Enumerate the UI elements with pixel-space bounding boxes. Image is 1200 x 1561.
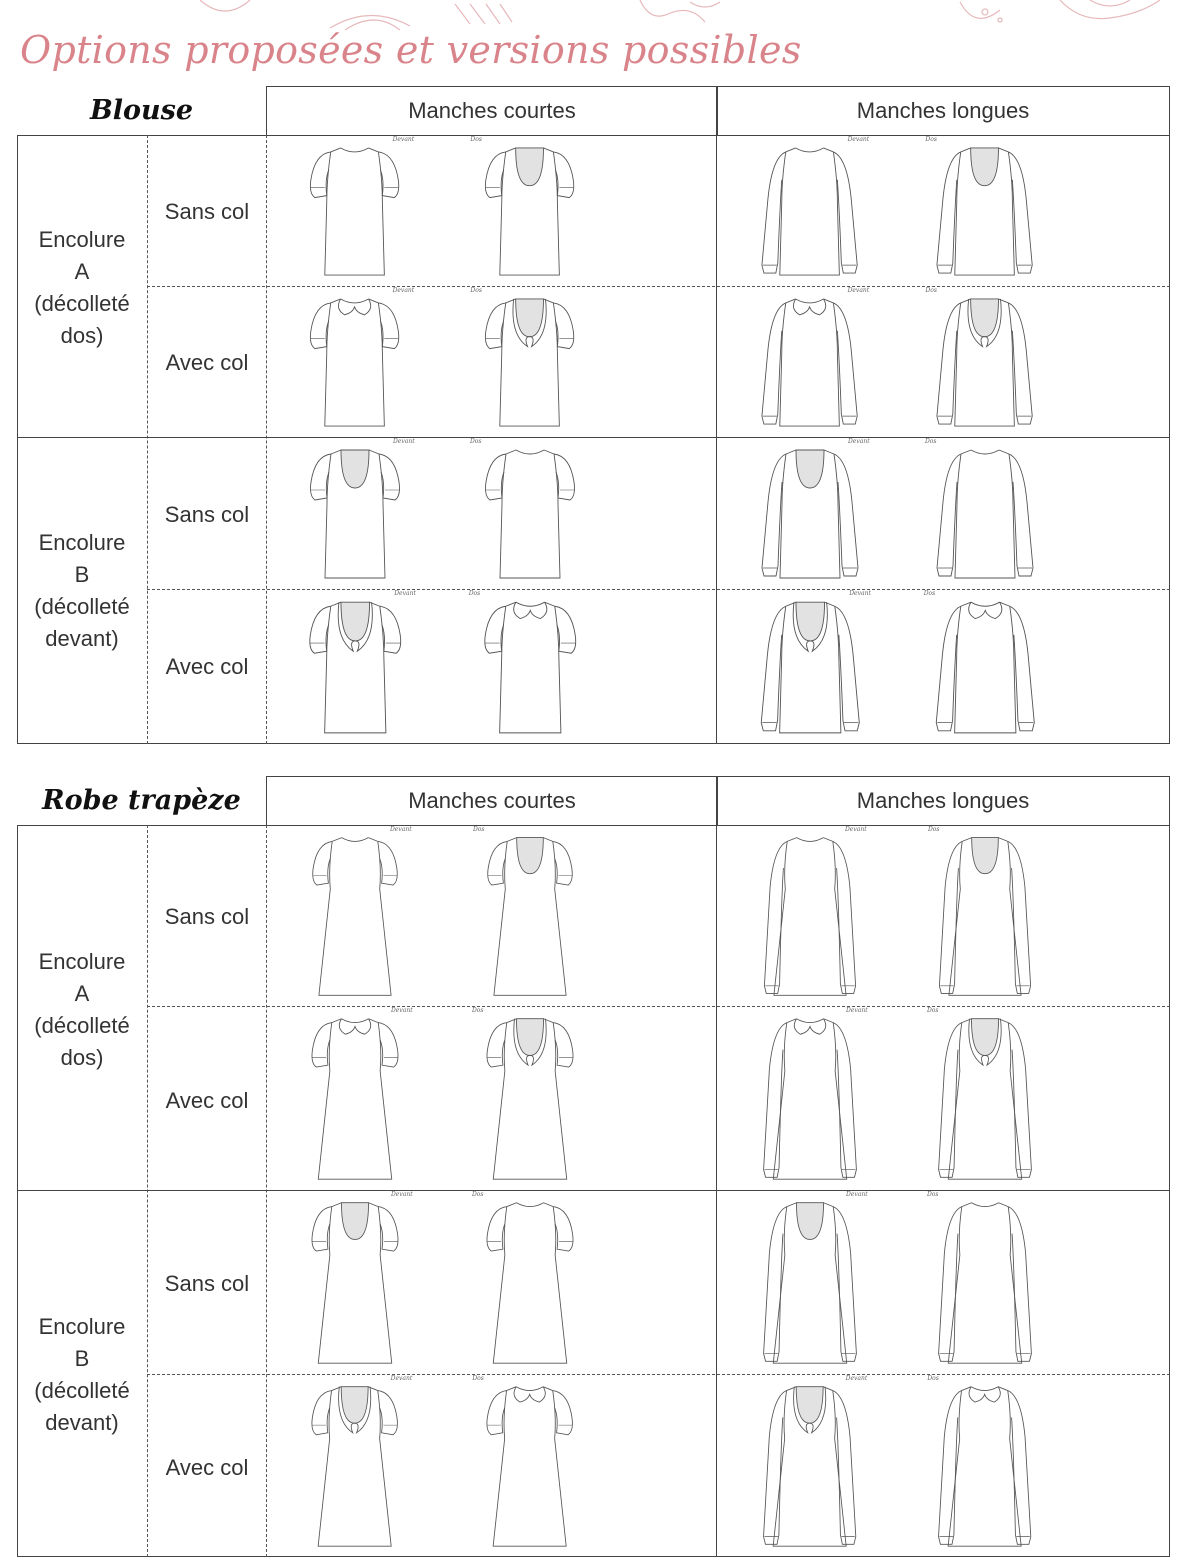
- sketch-tag: Devant: [846, 1191, 868, 1198]
- option-collar-label: Avec col: [165, 1088, 249, 1113]
- divider: [716, 825, 717, 1557]
- front-sketch-icon: [753, 826, 867, 1001]
- divider: [716, 135, 717, 744]
- option-no-collar-label: Sans col: [164, 502, 250, 527]
- sketch-tag: Dos: [470, 438, 482, 445]
- sketch-tag: Devant: [390, 826, 412, 833]
- sketch-tag: Devant: [390, 1375, 413, 1382]
- divider: [266, 825, 267, 1557]
- front-sketch-icon: [750, 438, 870, 584]
- neckline-a-label: Encolure A (décolleté dos): [34, 227, 130, 348]
- header-long-sleeves: Manches longues: [716, 86, 1170, 136]
- back-sketch-icon: [470, 287, 589, 432]
- back-sketch-icon: [472, 1191, 588, 1369]
- divider: [147, 1374, 1170, 1375]
- back-sketch-icon: [470, 438, 590, 584]
- back-sketch-icon: [470, 136, 589, 281]
- front-sketch-icon: [298, 826, 412, 1001]
- back-sketch-icon: [928, 826, 1042, 1001]
- front-sketch-icon: [295, 287, 415, 432]
- sketch-tag: Devant: [846, 1007, 868, 1014]
- divider: [17, 437, 1170, 438]
- back-sketch-icon: [473, 826, 587, 1001]
- divider: [147, 825, 148, 1557]
- sketch-tag: Dos: [470, 136, 482, 143]
- sketch-tag: Devant: [848, 438, 870, 445]
- page-title: Options proposées et versions possibles: [20, 28, 802, 72]
- front-sketch-icon: [295, 438, 415, 584]
- sketch-tag: Dos: [472, 1375, 484, 1382]
- sketch-tag: Dos: [470, 287, 482, 294]
- header-short-sleeves: Manches courtes: [266, 86, 718, 136]
- front-sketch-icon: [297, 1375, 413, 1552]
- sketch-tag: Dos: [927, 1375, 939, 1382]
- sketch-tag: Devant: [392, 287, 415, 294]
- blouse-title: Blouse: [89, 95, 194, 126]
- divider: [147, 589, 1170, 590]
- front-sketch-icon: [750, 136, 870, 281]
- sketch-tag: Dos: [468, 590, 481, 597]
- front-sketch-icon: [297, 1191, 413, 1369]
- sketch-tag: Devant: [849, 590, 871, 597]
- sketch-tag: Dos: [927, 1007, 939, 1014]
- robe-table: [17, 776, 1170, 1557]
- back-sketch-icon: [923, 590, 1047, 739]
- sketch-tag: Devant: [847, 136, 870, 143]
- sketch-tag: Devant: [845, 1375, 868, 1382]
- sketch-tag: Dos: [925, 438, 937, 445]
- sketch-tag: Dos: [472, 1191, 484, 1198]
- back-sketch-icon: [472, 1375, 587, 1552]
- option-collar-label: Avec col: [165, 1455, 249, 1480]
- neckline-b-label: Encolure B (décolleté devant): [34, 1314, 130, 1435]
- option-no-collar-label: Sans col: [164, 199, 250, 224]
- header-long-sleeves: Manches longues: [716, 776, 1170, 826]
- back-sketch-icon: [472, 1007, 588, 1185]
- front-sketch-icon: [752, 1007, 868, 1185]
- back-sketch-icon: [468, 590, 592, 739]
- blouse-table: [17, 86, 1170, 744]
- neckline-a-label: Encolure A (décolleté dos): [34, 949, 130, 1070]
- option-no-collar-label: Sans col: [164, 1271, 250, 1296]
- front-sketch-icon: [297, 1007, 413, 1185]
- sketch-tag: Devant: [391, 1191, 413, 1198]
- sketch-tag: Dos: [925, 136, 937, 143]
- back-sketch-icon: [925, 438, 1045, 584]
- divider: [147, 135, 148, 744]
- sketch-tag: Dos: [928, 826, 940, 833]
- sketch-tag: Devant: [394, 590, 416, 597]
- sketch-tag: Dos: [473, 826, 485, 833]
- divider: [147, 286, 1170, 287]
- sketch-tag: Dos: [925, 287, 937, 294]
- neckline-b-label: Encolure B (décolleté devant): [34, 530, 130, 651]
- sketch-tag: Devant: [393, 438, 415, 445]
- sketch-tag: Dos: [923, 590, 936, 597]
- divider: [266, 135, 267, 744]
- sketch-tag: Devant: [391, 1007, 413, 1014]
- divider: [17, 1190, 1170, 1191]
- header-short-sleeves: Manches courtes: [266, 776, 718, 826]
- sketch-tag: Dos: [927, 1191, 939, 1198]
- back-sketch-icon: [927, 1191, 1043, 1369]
- back-sketch-icon: [927, 1375, 1042, 1552]
- sketch-tag: Devant: [392, 136, 415, 143]
- divider: [147, 1006, 1170, 1007]
- sketch-tag: Dos: [472, 1007, 484, 1014]
- back-sketch-icon: [927, 1007, 1043, 1185]
- front-sketch-icon: [749, 590, 872, 739]
- back-sketch-icon: [925, 136, 1044, 281]
- front-sketch-icon: [752, 1191, 868, 1369]
- back-sketch-icon: [925, 287, 1044, 432]
- sketch-tag: Devant: [847, 287, 870, 294]
- front-sketch-icon: [294, 590, 417, 739]
- front-sketch-icon: [750, 287, 870, 432]
- robe-title: Robe trapèze: [42, 785, 241, 816]
- option-no-collar-label: Sans col: [164, 904, 250, 929]
- option-collar-label: Avec col: [165, 350, 249, 375]
- sketch-tag: Devant: [845, 826, 867, 833]
- option-collar-label: Avec col: [165, 654, 249, 679]
- front-sketch-icon: [752, 1375, 868, 1552]
- front-sketch-icon: [295, 136, 415, 281]
